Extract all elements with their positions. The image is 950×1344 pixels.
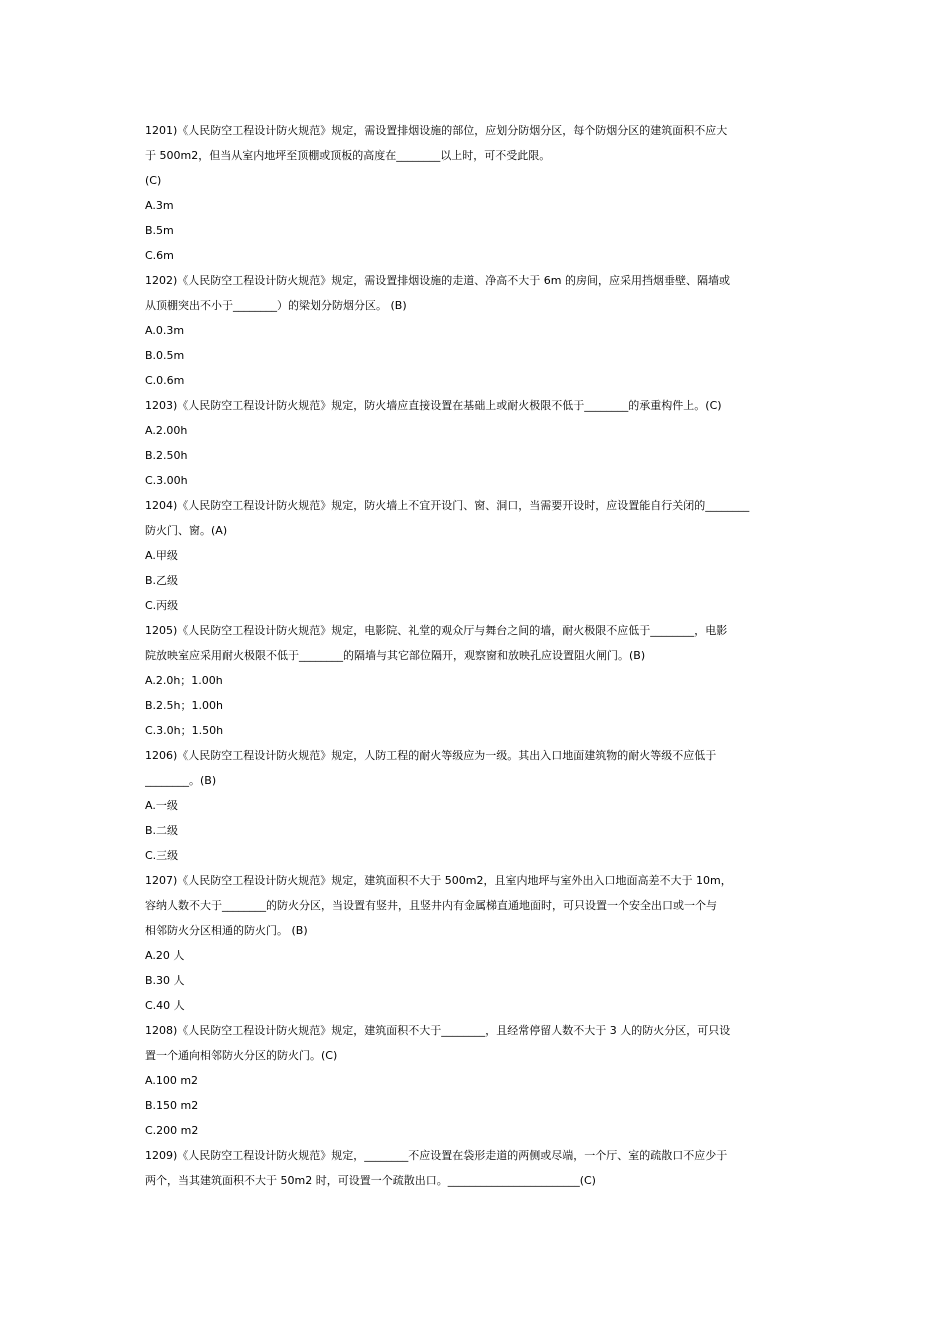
- option-a: A.2.0h；1.00h: [145, 674, 223, 687]
- question-1208-text: 置一个通向相邻防火分区的防火门。(C): [145, 1049, 338, 1062]
- question-1207-text: 相邻防火分区相通的防火门。 (B): [145, 924, 308, 937]
- option-c: C.3.00h: [145, 474, 188, 487]
- question-1204-text: 1204)《人民防空工程设计防火规范》规定，防火墙上不宜开设门、窗、洞口，当需要开设时，应设置能自行关闭的________: [145, 499, 750, 512]
- question-1207-text: 容纳人数不大于________的防火分区，当设置有竖井，且竖井内有金属梯直通地面时，可只设置一个安全出口或一个与: [145, 899, 717, 912]
- question-1202-text: 1202)《人民防空工程设计防火规范》规定，需设置排烟设施的走道、净高不大于 6m 的房间，应采用挡烟垂壁、隔墙或: [145, 274, 730, 287]
- question-1209-text: 1209)《人民防空工程设计防火规范》规定，________不应设置在袋形走道的两侧或尽端，一个厅、室的疏散口不应少于: [145, 1149, 728, 1162]
- option-c: C.三级: [145, 849, 179, 862]
- option-a: A.一级: [145, 799, 178, 812]
- option-b: B.2.5h；1.00h: [145, 699, 223, 712]
- option-c: C.3.0h；1.50h: [145, 724, 224, 737]
- question-1204-text: 防火门、窗。(A): [145, 524, 228, 537]
- question-1209-text: 两个，当其建筑面积不大于 50m2 时，可设置一个疏散出口。________________________(C): [145, 1174, 596, 1187]
- option-b: B.乙级: [145, 574, 179, 587]
- option-a: A.100 m2: [145, 1074, 199, 1087]
- question-1207-text: 1207)《人民防空工程设计防火规范》规定，建筑面积不大于 500m2，且室内地坪与室外出入口地面高差不大于 10m，: [145, 874, 732, 887]
- question-1201-answer: (C): [145, 174, 162, 187]
- question-1205-text: 院放映室应采用耐火极限不低于________的隔墙与其它部位隔开，观察窗和放映孔应设置阻火闸门。(B): [145, 649, 646, 662]
- question-1202-text: 从顶棚突出不小于________）的梁划分防烟分区。 (B): [145, 299, 407, 312]
- option-a: A.0.3m: [145, 324, 185, 337]
- option-c: C.200 m2: [145, 1124, 199, 1137]
- option-c: C.0.6m: [145, 374, 185, 387]
- option-b: B.150 m2: [145, 1099, 199, 1112]
- option-c: C.丙级: [145, 599, 179, 612]
- option-a: A.甲级: [145, 549, 178, 562]
- question-list: [145, 118, 809, 1193]
- option-b: B.0.5m: [145, 349, 185, 362]
- option-b: B.二级: [145, 824, 179, 837]
- option-b: B.30 人: [145, 974, 185, 987]
- question-1206-text: ________。(B): [145, 774, 217, 787]
- question-1201-text: 1201)《人民防空工程设计防火规范》规定，需设置排烟设施的部位，应划分防烟分区，每个防烟分区的建筑面积不应大: [145, 124, 728, 137]
- option-c: C.6m: [145, 249, 174, 262]
- question-1208-text: 1208)《人民防空工程设计防火规范》规定，建筑面积不大于________，且经常停留人数不大于 3 人的防火分区，可只设: [145, 1024, 731, 1037]
- question-1203-text: 1203)《人民防空工程设计防火规范》规定，防火墙应直接设置在基础上或耐火极限不低于________的承重构件上。(C): [145, 399, 722, 412]
- question-1201-text: 于 500m2，但当从室内地坪至顶棚或顶板的高度在________以上时，可不受此限。: [145, 149, 551, 162]
- option-c: C.40 人: [145, 999, 185, 1012]
- question-1206-text: 1206)《人民防空工程设计防火规范》规定，人防工程的耐火等级应为一级。其出入口地面建筑物的耐火等级不应低于: [145, 749, 717, 762]
- option-a: A.20 人: [145, 949, 185, 962]
- option-a: A.3m: [145, 199, 174, 212]
- option-a: A.2.00h: [145, 424, 188, 437]
- option-b: B.2.50h: [145, 449, 188, 462]
- option-b: B.5m: [145, 224, 174, 237]
- question-1205-text: 1205)《人民防空工程设计防火规范》规定，电影院、礼堂的观众厅与舞台之间的墙，耐火极限不应低于________，电影: [145, 624, 728, 637]
